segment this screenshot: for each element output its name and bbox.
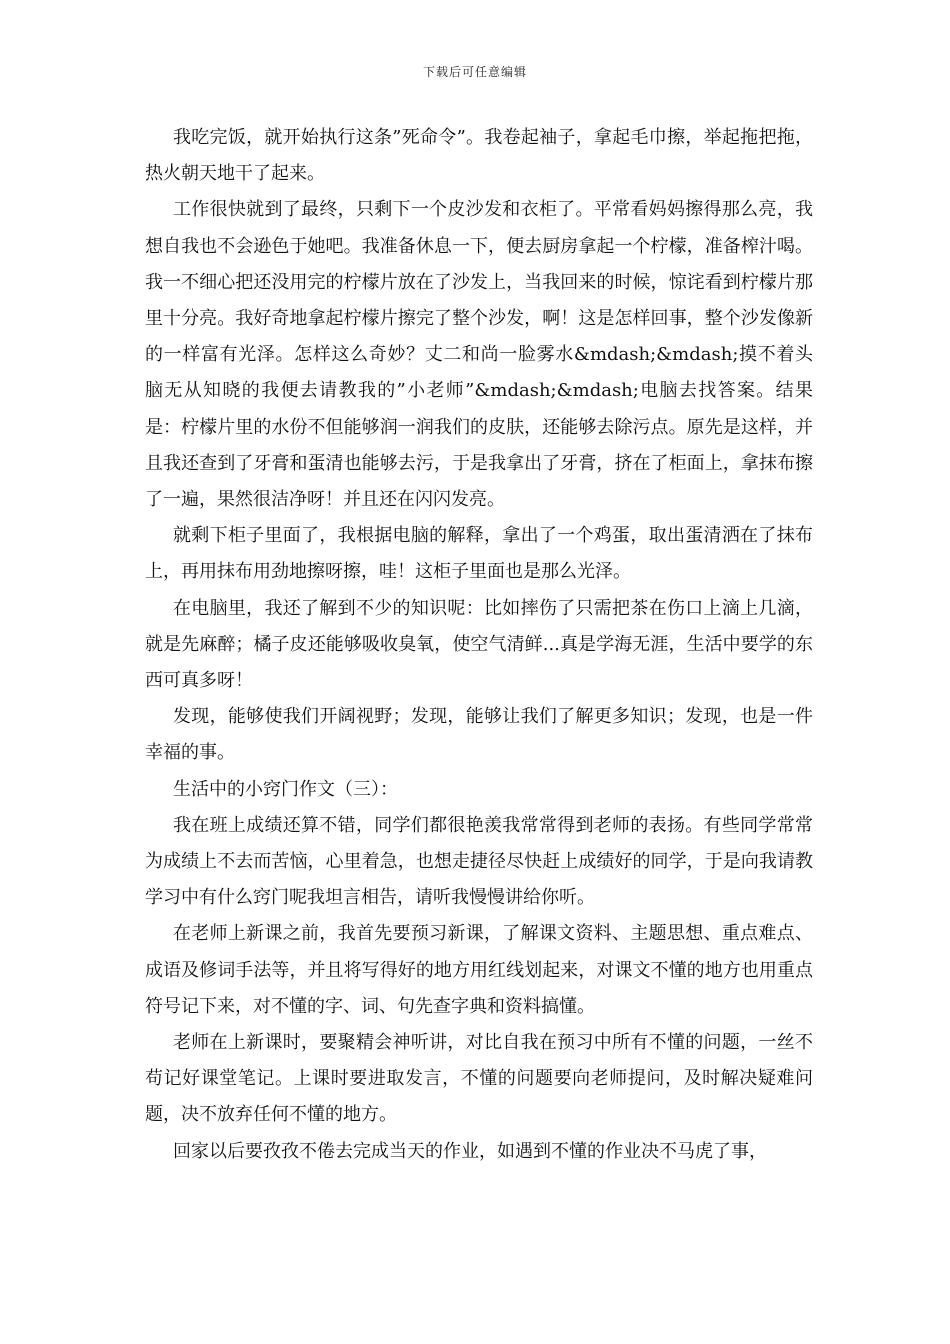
paragraph-2: 工作很快就到了最终，只剩下一个皮沙发和衣柜了。平常看妈妈擦得那么亮，我想自我也不会逊色于她吧。我准备休息一下，便去厨房拿起一个柠檬，准备榨汁喝。我一不细心把还没用完的柠檬片放在了沙发上，当我回来的时候，惊诧看到柠檬片那里十分亮。我好奇地拿起柠檬片擦完了整个沙发，啊！这是怎样回事，整个沙发像新的一样富有光泽。怎样这么奇妙？丈二和尚一脸雾水&mdash;&mdash;摸不着头脑无从知晓的我便去请教我的”小老师”&mdash;&mdash;电脑去找答案。结果是：柠檬片里的水份不但能够润一润我们的皮肤，还能够去除污点。原先是这样，并且我还查到了牙膏和蛋清也能够去污，于是我拿出了牙膏，挤在了柜面上，拿抹布擦了一遍，果然很洁净呀！并且还在闪闪发亮。 [145, 199, 813, 511]
document-body [145, 120, 813, 1170]
paragraph-3: 就剩下柜子里面了，我根据电脑的解释，拿出了一个鸡蛋，取出蛋清洒在了抹布上，再用抹布用劲地擦呀擦，哇！这柜子里面也是那么光泽。 [145, 525, 813, 583]
paragraph-6: 我在班上成绩还算不错，同学们都很艳羡我常常得到老师的表扬。有些同学常常为成绩上不去而苦恼，心里着急，也想走捷径尽快赶上成绩好的同学，于是向我请教学习中有什么窍门呢我坦言相告，请听我慢慢讲给你听。 [145, 814, 813, 909]
paragraph-5: 发现，能够使我们开阔视野；发现，能够让我们了解更多知识；发现，也是一件幸福的事。 [145, 706, 813, 764]
paragraph-1: 我吃完饭，就开始执行这条”死命令”。我卷起袖子，拿起毛巾擦，举起拖把拖，热火朝天地干了起来。 [145, 127, 813, 185]
paragraph-7: 在老师上新课之前，我首先要预习新课，了解课文资料、主题思想、重点难点、成语及修词手法等，并且将写得好的地方用红线划起来，对课文不懂的地方也用重点符号记下来，对不懂的字、词、句先查字典和资料搞懂。 [145, 923, 813, 1017]
paragraph-8: 老师在上新课时，要聚精会神听讲，对比自我在预习中所有不懂的问题，一丝不苟记好课堂笔记。上课时要进取发言，不懂的问题要向老师提问，及时解决疑难问题，决不放弃任何不懂的地方。 [145, 1032, 813, 1126]
paragraph-9: 回家以后要孜孜不倦去完成当天的作业，如遇到不懂的作业决不马虎了事， [173, 1140, 767, 1162]
section-heading: 生活中的小窍门作文（三）： [173, 778, 398, 800]
paragraph-4: 在电脑里，我还了解到不少的知识呢：比如摔伤了只需把茶在伤口上滴上几滴，就是先麻醉；橘子皮还能够吸收臭氧，使空气清鲜...真是学海无涯，生活中要学的东西可真多呀！ [145, 597, 813, 692]
page-header: 下载后可任意编辑 [422, 65, 527, 79]
